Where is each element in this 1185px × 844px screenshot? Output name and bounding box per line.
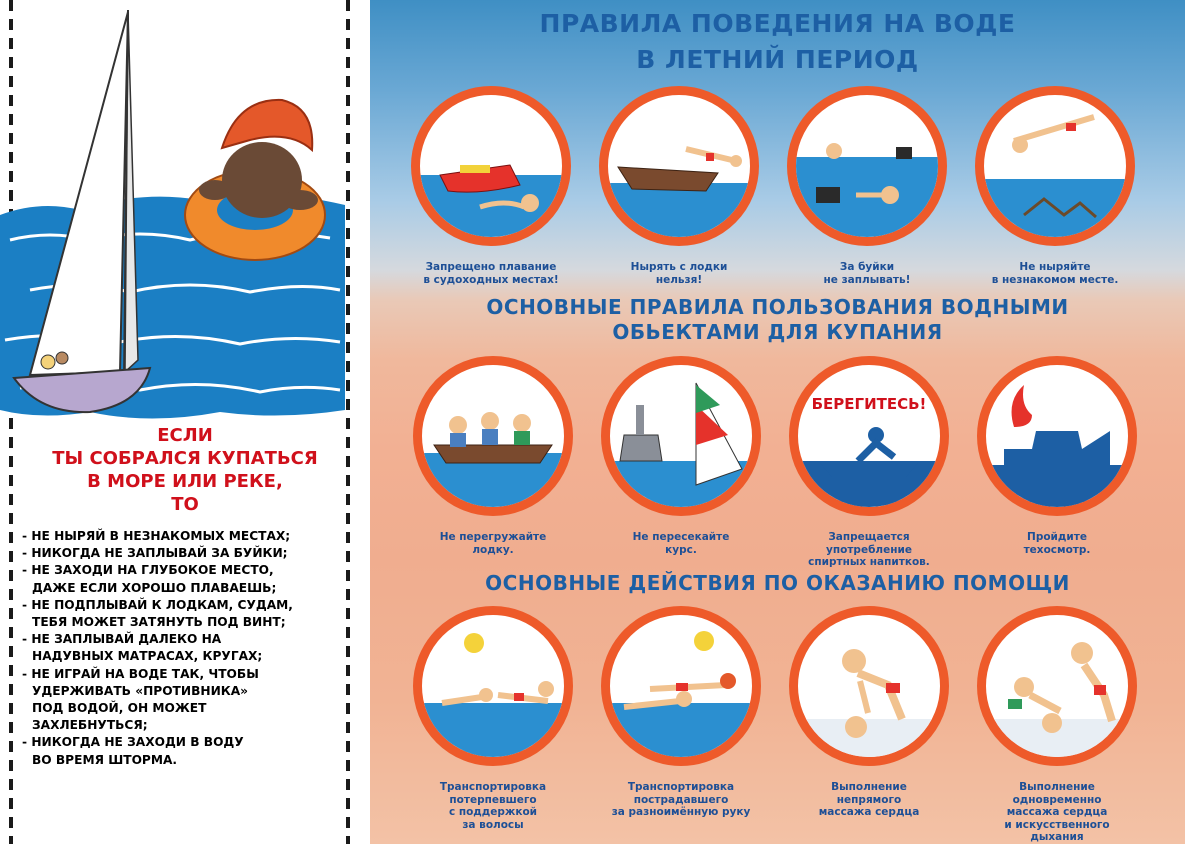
illustration-no-swimming-shipping [411, 86, 571, 246]
rule-item: - НЕ ЗАХОДИ НА ГЛУБОКОЕ МЕСТО, ДАЖЕ ЕСЛИ ХОРОШО ПЛАВАЕШЬ; [22, 562, 342, 596]
illustration-cpr-chest-compressions [789, 606, 949, 766]
safety-rules-list [22, 528, 342, 769]
caption-row3-4: Выполнение одновременно массажа сердца и искусственного дыхания [1004, 781, 1110, 843]
illustration-do-not-swim-past-buoys [787, 86, 947, 246]
rule-item: - НЕ ПОДПЛЫВАЙ К ЛОДКАМ, СУДАМ, ТЕБЯ МОЖЕТ ЗАТЯНУТЬ ПОД ВИНТ; [22, 597, 342, 631]
caption-row1-3: За буйки не заплывать! [823, 261, 911, 286]
caption-row2-4: Пройдите техосмотр. [1023, 531, 1091, 556]
illustration-transport-by-arm [601, 606, 761, 766]
left-heading-line: ЕСЛИ [157, 425, 213, 446]
poster-panel [370, 0, 1185, 844]
sailboat-swimmer-illustration [0, 0, 345, 430]
section-heading-water-objects: ОСНОВНЫЕ ПРАВИЛА ПОЛЬЗОВАНИЯ ВОДНЫМИ [486, 295, 1069, 319]
rule-item: - НЕ ЗАПЛЫВАЙ ДАЛЕКО НА НАДУВНЫХ МАТРАСАХ, КРУГАХ; [22, 631, 342, 665]
caption-row2-3: Запрещается употребление спиртных напитков. [808, 531, 930, 568]
caption-row3-1: Транспортировка потерпевшего с поддержкой за волосы [439, 781, 547, 831]
caption-row1-2: Нырять с лодки нельзя! [630, 261, 728, 286]
illustration-transport-by-hair [413, 606, 573, 766]
illustration-do-not-overload-boat [413, 356, 573, 516]
illustration-beware-sign [789, 356, 949, 516]
left-panel [0, 0, 370, 844]
rule-item: - НИКОГДА НЕ ЗАХОДИ В ВОДУ ВО ВРЕМЯ ШТОРМА. [22, 734, 342, 768]
left-heading-line: ТЫ СОБРАЛСЯ КУПАТЬСЯ [52, 448, 318, 469]
poster-title: ПРАВИЛА ПОВЕДЕНИЯ НА ВОДЕ [539, 9, 1016, 38]
illustration-cpr-with-breathing [977, 606, 1137, 766]
illustration-pass-inspection [977, 356, 1137, 516]
left-heading [0, 424, 370, 516]
illustration-no-diving-unknown-place [975, 86, 1135, 246]
rule-item: - НИКОГДА НЕ ЗАПЛЫВАЙ ЗА БУЙКИ; [22, 545, 342, 562]
poster-title-line2: В ЛЕТНИЙ ПЕРИОД [636, 45, 919, 74]
rule-item: - НЕ ИГРАЙ НА ВОДЕ ТАК, ЧТОБЫ УДЕРЖИВАТЬ «ПРОТИВНИКА» ПОД ВОДОЙ, ОН МОЖЕТ ЗАХЛЕБНУТЬСЯ; [22, 666, 342, 735]
beware-sign-text: БЕРЕГИТЕСЬ! [811, 395, 927, 413]
illustration-no-diving-from-boat [599, 86, 759, 246]
illustration-do-not-cross-course [601, 356, 761, 516]
rule-item: - НЕ НЫРЯЙ В НЕЗНАКОМЫХ МЕСТАХ; [22, 528, 342, 545]
section-heading-water-objects-line2: ОБЬЕКТАМИ ДЛЯ КУПАНИЯ [612, 320, 943, 344]
caption-row1-1: Запрещено плавание в судоходных местах! [423, 261, 559, 286]
section-heading-first-aid: ОСНОВНЫЕ ДЕЙСТВИЯ ПО ОКАЗАНИЮ ПОМОЩИ [485, 571, 1070, 595]
caption-row1-4: Не ныряйте в незнакомом месте. [991, 261, 1119, 286]
caption-row2-1: Не перегружайте лодку. [439, 531, 547, 556]
left-heading-line: ТО [171, 494, 199, 515]
caption-row3-3: Выполнение непрямого массажа сердца [818, 781, 920, 818]
caption-row3-2: Транспортировка пострадавшего за разноимённую руку [611, 781, 751, 818]
dashed-border-right [346, 0, 350, 844]
caption-row2-2: Не пересекайте курс. [632, 531, 730, 556]
left-heading-line: В МОРЕ ИЛИ РЕКЕ, [87, 471, 283, 492]
